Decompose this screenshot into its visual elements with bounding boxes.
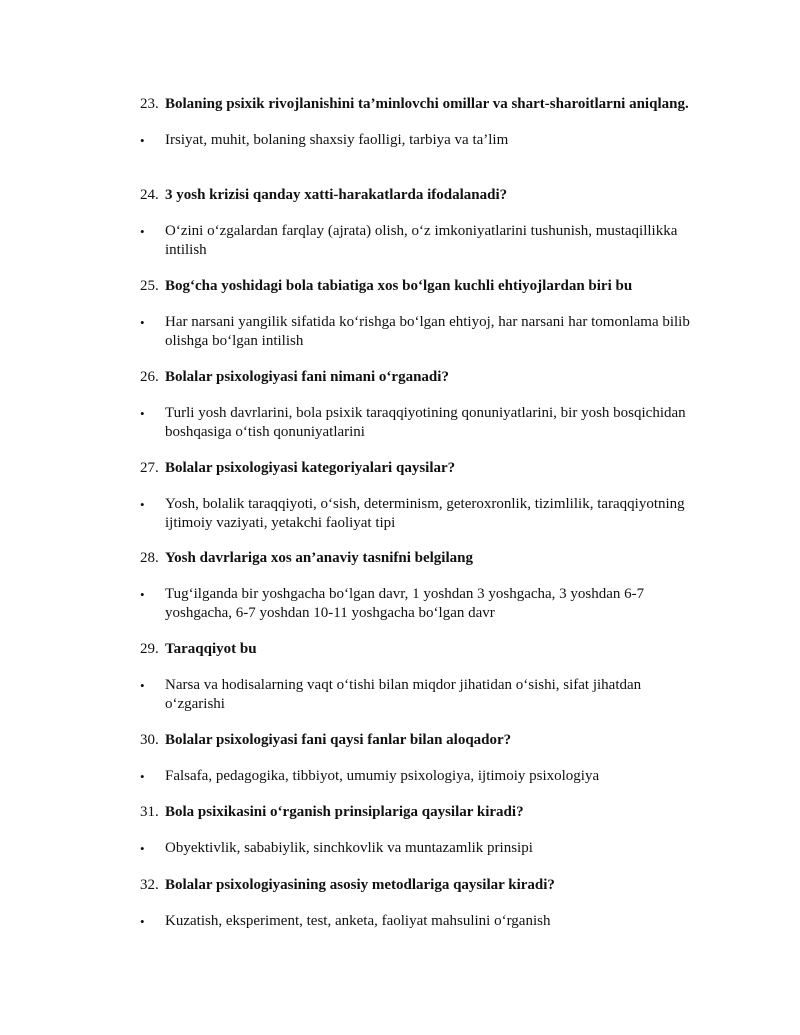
question-block-23 bbox=[140, 95, 700, 150]
question-text: Bolalar psixologiyasi fani nimani o‘rganadi? bbox=[165, 369, 449, 385]
bullet-icon: • bbox=[140, 315, 145, 330]
answer-24 bbox=[140, 222, 700, 260]
question-number: 27. bbox=[140, 460, 159, 476]
question-block-30 bbox=[140, 731, 700, 786]
question-number: 25. bbox=[140, 278, 159, 294]
bullet-icon: • bbox=[140, 769, 145, 784]
answer-text: O‘zini o‘zgalardan farqlay (ajrata) olish, o‘z imkoniyatlarini tushunish, mustaqillikka intilish bbox=[165, 223, 678, 258]
answer-23 bbox=[140, 131, 700, 150]
bullet-icon: • bbox=[140, 914, 145, 929]
question-block-31 bbox=[140, 803, 700, 858]
question-26 bbox=[140, 368, 700, 387]
question-block-25 bbox=[140, 277, 700, 351]
question-text: Yosh davrlariga xos an’anaviy tasnifni belgilang bbox=[165, 550, 473, 566]
question-block-24 bbox=[140, 186, 700, 260]
answer-text: Kuzatish, eksperiment, test, anketa, faoliyat mahsulini o‘rganish bbox=[165, 913, 551, 929]
question-block-28 bbox=[140, 549, 700, 623]
answer-text: Irsiyat, muhit, bolaning shaxsiy faolligi, tarbiya va ta’lim bbox=[165, 132, 509, 148]
bullet-icon: • bbox=[140, 841, 145, 856]
answer-30 bbox=[140, 767, 700, 786]
question-number: 28. bbox=[140, 550, 159, 566]
bullet-icon: • bbox=[140, 224, 145, 239]
answer-text: Falsafa, pedagogika, tibbiyot, umumiy psixologiya, ijtimoiy psixologiya bbox=[165, 768, 600, 784]
question-number: 29. bbox=[140, 641, 159, 657]
question-text: Taraqqiyot bu bbox=[165, 641, 257, 657]
answer-text: Turli yosh davrlarini, bola psixik taraqqiyotining qonuniyatlarini, bir yosh bosqichidan boshqasiga o‘tish qonuniyatlarini bbox=[165, 405, 686, 440]
question-number: 23. bbox=[140, 96, 159, 112]
bullet-icon: • bbox=[140, 133, 145, 148]
answer-32 bbox=[140, 912, 700, 931]
question-text: Bolalar psixologiyasi fani qaysi fanlar bilan aloqador? bbox=[165, 732, 512, 748]
bullet-icon: • bbox=[140, 497, 145, 512]
question-text: Bog‘cha yoshidagi bola tabiatiga xos bo‘lgan kuchli ehtiyojlardan biri bu bbox=[165, 278, 633, 294]
question-block-29 bbox=[140, 640, 700, 714]
bullet-icon: • bbox=[140, 406, 145, 421]
answer-text: Yosh, bolalik taraqqiyoti, o‘sish, determinism, geteroxronlik, tizimlilik, taraqqiyotning ijtimoiy vaziyati, yetakchi faoliyat tipi bbox=[165, 496, 685, 531]
answer-27 bbox=[140, 495, 700, 533]
question-text: Bolalar psixologiyasi kategoriyalari qaysilar? bbox=[165, 460, 456, 476]
question-text: Bola psixikasini o‘rganish prinsiplariga qaysilar kiradi? bbox=[165, 804, 524, 820]
answer-text: Tug‘ilganda bir yoshgacha bo‘lgan davr, 1 yoshdan 3 yoshgacha, 3 yoshdan 6-7 yoshgacha, 6-7 yoshdan 10-11 yoshgacha bo‘lgan davr bbox=[165, 586, 645, 621]
question-number: 24. bbox=[140, 187, 159, 203]
question-25 bbox=[140, 277, 700, 296]
answer-text: Narsa va hodisalarning vaqt o‘tishi bilan miqdor jihatidan o‘sishi, sifat jihatdan o‘zgarishi bbox=[165, 677, 642, 712]
question-number: 30. bbox=[140, 732, 159, 748]
answer-31 bbox=[140, 839, 700, 858]
bullet-icon: • bbox=[140, 587, 145, 602]
answer-29 bbox=[140, 676, 700, 714]
answer-25 bbox=[140, 313, 700, 351]
question-block-32 bbox=[140, 876, 700, 931]
question-number: 31. bbox=[140, 804, 159, 820]
question-32 bbox=[140, 876, 700, 895]
question-24 bbox=[140, 186, 700, 205]
question-text: 3 yosh krizisi qanday xatti-harakatlarda ifodalanadi? bbox=[165, 187, 508, 203]
question-block-26 bbox=[140, 368, 700, 442]
question-30 bbox=[140, 731, 700, 750]
question-27 bbox=[140, 459, 700, 478]
question-29 bbox=[140, 640, 700, 659]
question-23 bbox=[140, 95, 700, 114]
question-number: 32. bbox=[140, 877, 159, 893]
bullet-icon: • bbox=[140, 678, 145, 693]
question-31 bbox=[140, 803, 700, 822]
answer-26 bbox=[140, 404, 700, 442]
question-number: 26. bbox=[140, 369, 159, 385]
question-block-27 bbox=[140, 459, 700, 533]
answer-text: Har narsani yangilik sifatida ko‘rishga bo‘lgan ehtiyoj, har narsani har tomonlama bilib olishga bo‘lgan intilish bbox=[165, 314, 690, 349]
question-text: Bolaning psixik rivojlanishini ta’minlovchi omillar va shart-sharoitlarni aniqlang. bbox=[165, 96, 689, 112]
question-text: Bolalar psixologiyasining asosiy metodlariga qaysilar kiradi? bbox=[165, 877, 555, 893]
question-28 bbox=[140, 549, 700, 568]
answer-text: Obyektivlik, sababiylik, sinchkovlik va muntazamlik prinsipi bbox=[165, 840, 533, 856]
answer-28 bbox=[140, 585, 700, 623]
